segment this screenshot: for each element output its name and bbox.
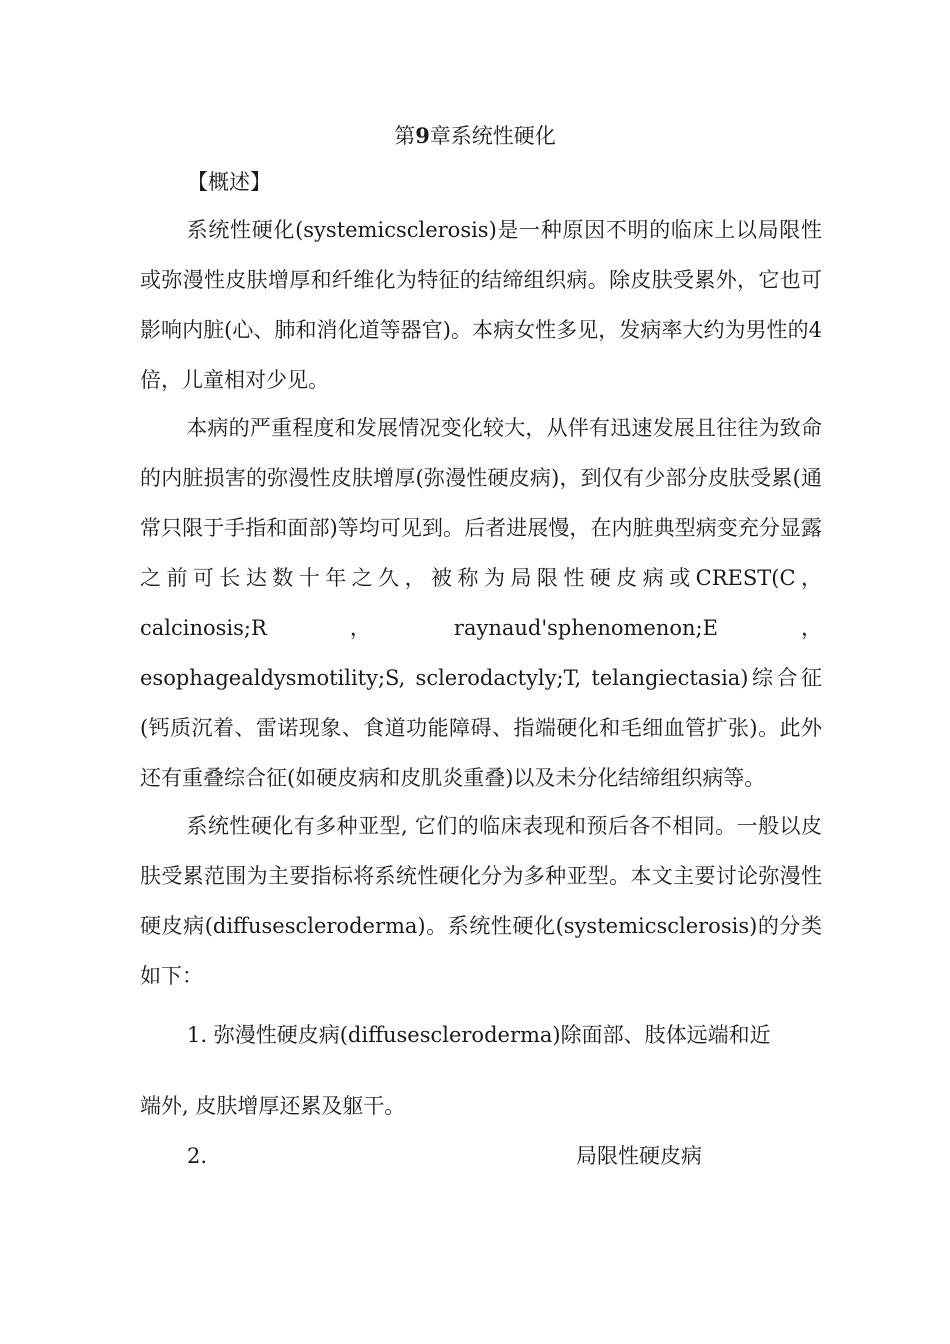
- chapter-number: 9: [415, 123, 430, 148]
- list-item-1-line-1: 1. 弥漫性硬皮病(diffusescleroderma)除面部、肢体远端和近: [187, 1023, 771, 1047]
- paragraph-text: 本病的严重程度和发展情况变化较大，从伴有迅速发展且往往为致命的内脏损害的弥漫性皮肤增厚(弥漫性硬皮病)，到仅有少部分皮肤受累(通常只限于手指和面部)等均可见到。后者进展慢，在内脏典型病变充分显露之前可长达数十年之久，被称为局限性硬皮病或CREST(C，calcinosis;R，raynaud'sphenomenon;E，esophagealdysmotility;S, sclerodactyly;T, telangiectasia)综合征(钙质沉着、雷诺现象、食道功能障碍、指端硬化和毛细血管扩张)。此外还有重叠综合征(如硬皮病和皮肌炎重叠)以及未分化结缔组织病等。: [140, 416, 822, 790]
- list-item-1-line-2: 端外, 皮肤增厚还累及躯干。: [140, 1094, 406, 1118]
- section-heading: 【概述】: [187, 170, 271, 194]
- chapter-title: [0, 122, 950, 150]
- paragraph-text: 系统性硬化有多种亚型, 它们的临床表现和预后各不相同。一般以皮肤受累范围为主要指标将系统性硬化分为多种亚型。本文主要讨论弥漫性硬皮病(diffusescleroderma)。系统性硬化(systemicsclerosis)的分类如下：: [140, 814, 822, 988]
- paragraph-overview-3: [140, 801, 822, 1001]
- chapter-title-prefix: 第: [394, 124, 416, 148]
- list-item-2-number: 2.: [187, 1144, 208, 1168]
- chapter-title-suffix: 章系统性硬化: [429, 124, 556, 148]
- paragraph-text: 系统性硬化(systemicsclerosis)是一种原因不明的临床上以局限性或弥漫性皮肤增厚和纤维化为特征的结缔组织病。除皮肤受累外，它也可影响内脏(心、肺和消化道等器官)。本病女性多见，发病率大约为男性的4倍，儿童相对少见。: [140, 218, 822, 392]
- paragraph-overview-2: [140, 403, 822, 803]
- list-item-2-text: 局限性硬皮病: [576, 1144, 702, 1168]
- paragraph-overview-1: [140, 205, 822, 405]
